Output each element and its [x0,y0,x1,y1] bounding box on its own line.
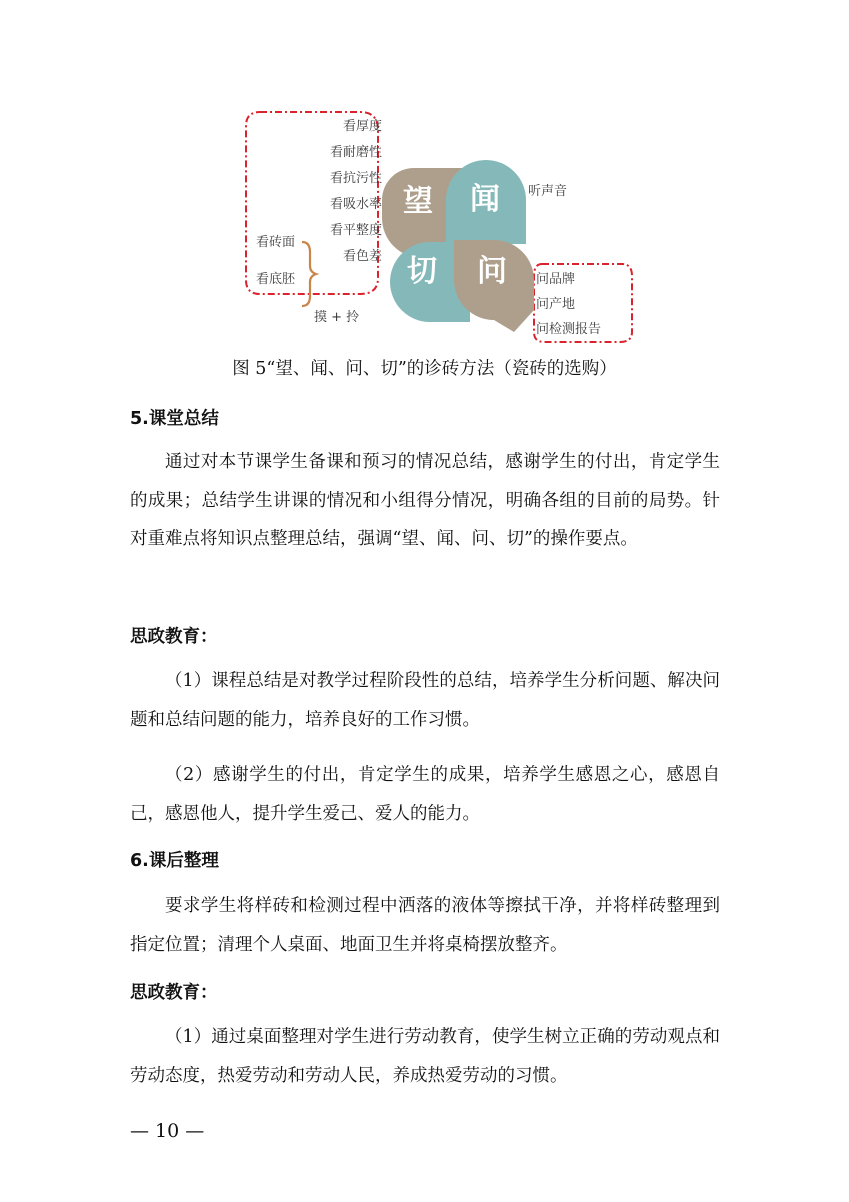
listen-label: 听声音 [528,184,568,199]
brace-label: 看砖面 [256,235,296,250]
petal-wen-label: 闻 [470,182,500,217]
left-label: 看平整度 [329,223,382,238]
figure-caption: 图 5“望、闻、问、切”的诊砖方法（瓷砖的选购） [232,359,617,379]
ask-label: 问产地 [536,297,576,312]
page-number: — 10 — [130,1120,205,1142]
ask-label: 问检测报告 [536,322,602,337]
ask-label: 问品牌 [536,272,576,287]
petal-wang-label: 望 [403,184,433,219]
petal-wenq-label: 问 [477,254,507,289]
brace [302,242,316,306]
section-heading: 6.课后整理 [130,851,219,871]
touch-label: 摸 + 拎 [314,310,360,325]
paragraph: （1）通过桌面整理对学生进行劳动教育，使学生树立正确的劳动观点和劳动态度，热爱劳动和劳动人民，养成热爱劳动的习惯。 [130,1027,720,1086]
petal-qie-label: 切 [407,254,437,289]
left-label: 看抗污性 [329,171,382,186]
section-heading: 5.课堂总结 [130,409,219,429]
paragraph: 通过对本节课学生备课和预习的情况总结，感谢学生的付出，肯定学生的成果；总结学生讲课的情况和小组得分情况，明确各组的目前的局势。针对重难点将知识点整理总结，强调“望、闻、问、切”的操作要点。 [130,452,720,550]
figure-graphics [240,104,640,344]
section-heading: 思政教育： [130,983,218,1003]
left-label: 看色差 [342,249,382,264]
paragraph: （2）感谢学生的付出，肯定学生的成果，培养学生感恩之心，感恩自己，感恩他人，提升学生爱己、爱人的能力。 [130,765,720,824]
paragraph: 要求学生将样砖和检测过程中洒落的液体等擦拭干净，并将样砖整理到指定位置；清理个人桌面、地面卫生并将桌椅摆放整齐。 [130,896,720,955]
left-label: 看厚度 [342,119,382,134]
brace-label: 看底胚 [256,272,296,287]
paragraph: （1）课程总结是对教学过程阶段性的总结，培养学生分析问题、解决问题和总结问题的能力，培养良好的工作习惯。 [130,671,720,730]
left-label: 看耐磨性 [329,145,382,160]
section-heading: 思政教育： [130,627,218,647]
diagnosis-figure [240,104,640,344]
left-label: 看吸水率 [329,197,382,212]
